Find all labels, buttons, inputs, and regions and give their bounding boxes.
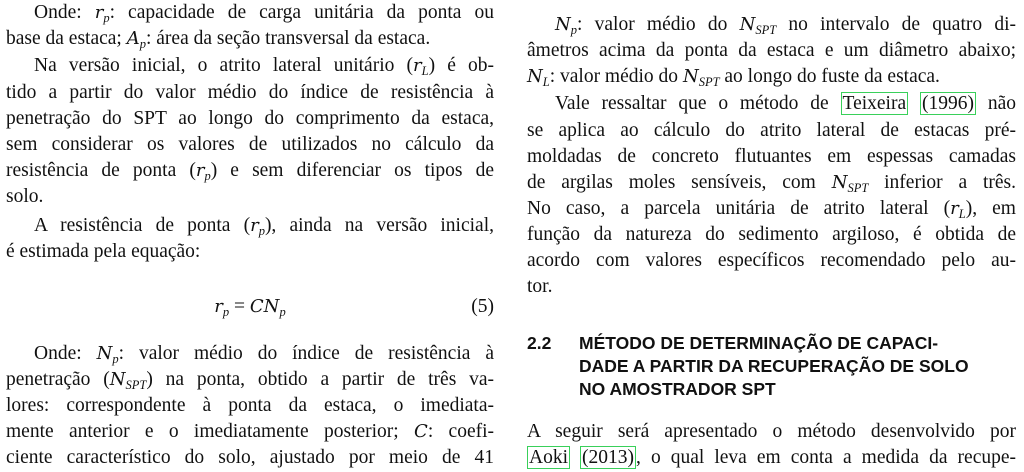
math-var: N bbox=[96, 343, 113, 364]
text-run: resistência de ponta ( bbox=[6, 160, 196, 181]
text-line bbox=[6, 419, 494, 445]
text-run: no intervalo de quatro di- bbox=[776, 14, 1016, 35]
math-sub: p bbox=[139, 37, 146, 51]
text-run: : área da seção transversal da estaca. bbox=[145, 28, 431, 49]
math-sub: L bbox=[542, 75, 550, 89]
text-run: Na versão inicial, o atrito lateral unitário ( bbox=[34, 55, 413, 76]
text-line: é estimada pela equação: bbox=[6, 241, 201, 262]
section-number: 2.2 bbox=[527, 333, 552, 353]
text-line bbox=[6, 0, 494, 26]
text-line: tor. bbox=[527, 276, 553, 297]
text-line: âmetros acima da ponta da estaca e um diâmetro abaixo; bbox=[527, 40, 1016, 61]
section-heading bbox=[527, 332, 1016, 402]
math-sub: p bbox=[570, 23, 577, 37]
text-line: sem considerar os valores de utilizados no cálculo da bbox=[6, 134, 494, 155]
math-sub: p bbox=[279, 305, 286, 319]
text-run: não bbox=[976, 93, 1017, 114]
equation-equals: = bbox=[229, 296, 250, 317]
text-line: penetração do SPT ao longo do comprimento da estaca, bbox=[6, 108, 494, 129]
text-line bbox=[527, 196, 1016, 222]
text-run: : valor médio do bbox=[577, 14, 740, 35]
math-var: r bbox=[195, 160, 205, 181]
equation bbox=[6, 294, 494, 320]
section-title-line: NO AMOSTRADOR SPT bbox=[579, 379, 776, 399]
text-run: : capacidade de carga unitária da ponta ou bbox=[109, 2, 495, 23]
equation-number: (5) bbox=[471, 296, 494, 317]
text-line: moldadas de concreto flutuantes em espessas camadas bbox=[527, 146, 1016, 167]
text-line: acordo com valores específicos recomendado pelo au- bbox=[527, 250, 1016, 271]
equation-lhs: r bbox=[214, 296, 223, 317]
text-line bbox=[527, 170, 1016, 196]
math-var: r bbox=[250, 215, 259, 236]
text-line bbox=[527, 91, 1016, 117]
text-run: ), em bbox=[965, 198, 1016, 219]
math-var: N bbox=[527, 66, 543, 87]
text-line bbox=[6, 341, 494, 367]
math-var: N bbox=[739, 14, 756, 35]
math-sub: p bbox=[112, 352, 119, 366]
citation-link-year[interactable]: (2013) bbox=[582, 447, 635, 468]
text-run: ) na ponta, obtido a partir de três va- bbox=[146, 369, 494, 390]
math-var: A bbox=[126, 28, 140, 49]
text-line bbox=[527, 12, 1016, 38]
text-run: ) é ob- bbox=[428, 55, 494, 76]
text-line: solo. bbox=[6, 186, 44, 207]
text-run: ), ainda na versão inicial, bbox=[264, 215, 494, 236]
text-line bbox=[527, 445, 1016, 471]
text-run: : coefi- bbox=[427, 421, 494, 442]
text-run: inferior a três. bbox=[868, 172, 1016, 193]
math-sub: SPT bbox=[698, 75, 720, 89]
math-var: N bbox=[831, 172, 848, 193]
text-line: lores: correspondente à ponta da estaca, o imediata- bbox=[6, 395, 494, 416]
text-run: Vale ressaltar que o método de bbox=[555, 93, 841, 114]
text-run: penetração ( bbox=[6, 369, 110, 390]
math-sub: p bbox=[103, 11, 110, 25]
text-line: ciente característico do solo, ajustado por meio de 41 bbox=[6, 447, 494, 468]
math-sub: L bbox=[421, 64, 429, 78]
math-var: r bbox=[94, 2, 104, 23]
text-line bbox=[6, 158, 494, 184]
math-var: C bbox=[414, 421, 428, 442]
math-sub: SPT bbox=[125, 378, 147, 392]
text-run: No caso, a parcela unitária de atrito lateral ( bbox=[527, 198, 951, 219]
text-run: A resistência de ponta ( bbox=[34, 215, 251, 236]
math-var: N bbox=[682, 66, 699, 87]
text-run: de argilas moles sensíveis, com bbox=[527, 172, 832, 193]
text-line: se aplica ao cálculo do atrito lateral de estacas pré- bbox=[527, 120, 1016, 141]
math-sub: p bbox=[204, 169, 211, 183]
text-line: função da natureza do sedimento argiloso, é obtida de bbox=[527, 224, 1016, 245]
math-var: r bbox=[950, 198, 959, 219]
math-var: N bbox=[555, 14, 571, 35]
text-line: tido a partir do valor médio do índice de resistência à bbox=[6, 82, 494, 103]
math-sub: SPT bbox=[847, 181, 869, 195]
text-line bbox=[6, 53, 494, 79]
text-run: mente anterior e o imediatamente posterior; bbox=[6, 421, 415, 442]
math-sub: p bbox=[258, 224, 265, 238]
math-sub: SPT bbox=[755, 23, 777, 37]
text-run: ) e sem diferenciar os tipos de bbox=[210, 160, 495, 181]
text-run: , o qual leva em conta a medida da recupe- bbox=[636, 447, 1017, 468]
text-run: : valor médio do bbox=[549, 66, 683, 87]
text-run: Onde: bbox=[34, 343, 97, 364]
text-line bbox=[6, 213, 494, 239]
equation-rhs: CN bbox=[249, 296, 280, 317]
citation-link-author[interactable]: Teixeira bbox=[842, 93, 907, 114]
math-sub: L bbox=[958, 207, 966, 221]
section-title-line: MÉTODO DE DETERMINAÇÃO DE CAPACI- bbox=[579, 333, 939, 353]
text-run: : valor médio do índice de resistência à bbox=[118, 343, 494, 364]
text-run: Onde: bbox=[34, 2, 95, 23]
text-run: ao longo do fuste da estaca. bbox=[719, 66, 940, 87]
math-sub: p bbox=[222, 305, 230, 319]
text-line bbox=[6, 367, 494, 393]
text-line bbox=[527, 64, 1016, 90]
text-line bbox=[6, 26, 494, 52]
text-run: base da estaca; bbox=[6, 28, 127, 49]
text-line: A seguir será apresentado o método desenvolvido por bbox=[527, 421, 1016, 442]
citation-link-author[interactable]: Aoki bbox=[529, 447, 568, 468]
section-title-line: DADE A PARTIR DA RECUPERAÇÃO DE SOLO bbox=[579, 356, 969, 376]
math-var: N bbox=[109, 369, 126, 390]
math-var: r bbox=[413, 55, 422, 76]
citation-link-year[interactable]: (1996) bbox=[922, 93, 974, 114]
